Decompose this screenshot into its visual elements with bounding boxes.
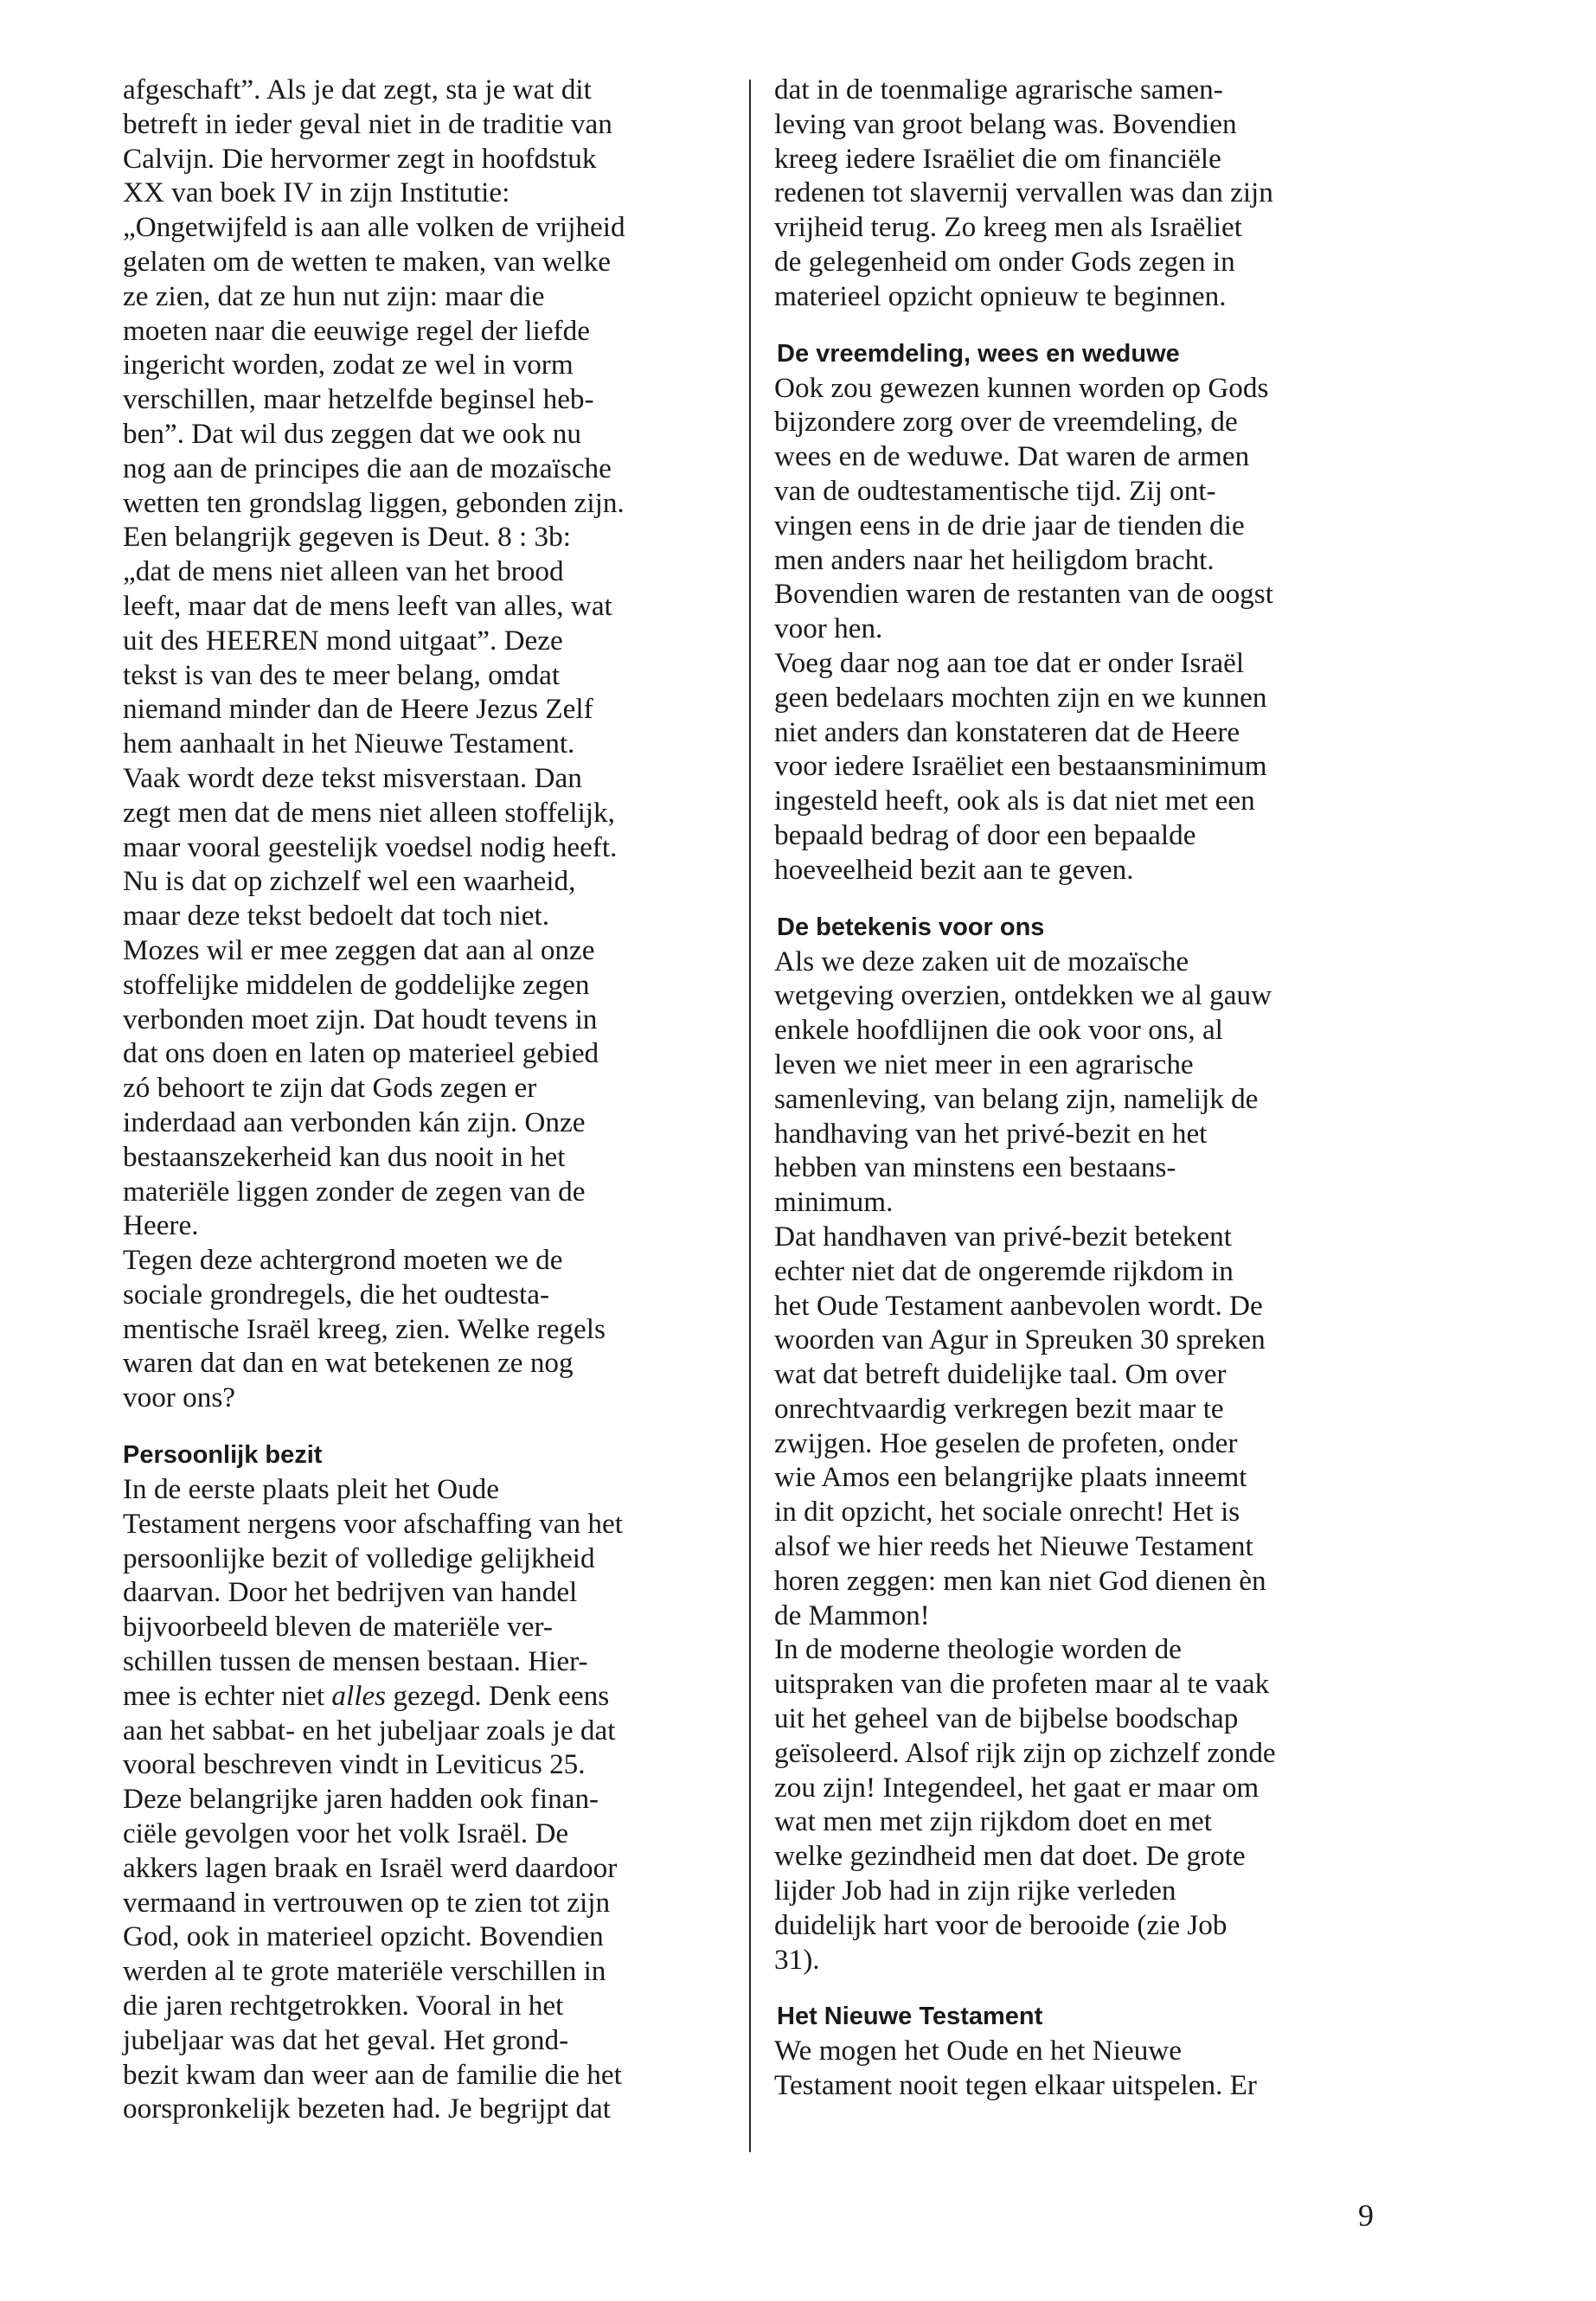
text-line: „dat de mens niet alleen van het brood bbox=[123, 555, 564, 588]
text-line: In de eerste plaats pleit het Oude bbox=[123, 1473, 499, 1506]
text-line: onrechtvaardig verkregen bezit maar te bbox=[774, 1392, 1224, 1425]
paragraph-gap bbox=[777, 888, 1400, 910]
text-line: uit des HEEREN mond uitgaat”. Deze bbox=[123, 624, 563, 657]
text-line: ciële gevolgen voor het volk Israël. De bbox=[123, 1817, 569, 1850]
text-line: wat men met zijn rijkdom doet en met bbox=[774, 1805, 1212, 1838]
text-line: gelaten om de wetten te maken, van welke bbox=[123, 245, 611, 278]
section-heading: Het Nieuwe Testament bbox=[777, 2003, 1043, 2031]
text-line: wie Amos een belangrijke plaats inneemt bbox=[774, 1461, 1247, 1494]
text-line: bestaanszekerheid kan dus nooit in het bbox=[123, 1140, 566, 1173]
text-line: zou zijn! Integendeel, het gaat er maar om bbox=[774, 1771, 1259, 1804]
text-line: Calvijn. Die hervormer zegt in hoofdstuk bbox=[123, 142, 597, 175]
text-line: Mozes wil er mee zeggen dat aan al onze bbox=[123, 933, 595, 966]
text-line: zó behoort te zijn dat Gods zegen er bbox=[123, 1072, 537, 1105]
text-line: schillen tussen de mensen bestaan. Hier- bbox=[123, 1645, 588, 1678]
left-text-column bbox=[123, 73, 728, 2126]
text-line: betreft in ieder geval niet in de traditie van bbox=[123, 107, 612, 140]
text-line: welke gezindheid men dat doet. De grote bbox=[774, 1840, 1246, 1873]
text-line: Tegen deze achtergrond moeten we de bbox=[123, 1244, 563, 1277]
text-line: maar vooral geestelijk voedsel nodig heeft. bbox=[123, 830, 618, 863]
text-line: voor hen. bbox=[774, 612, 883, 645]
text-line: niet anders dan konstateren dat de Heere bbox=[774, 715, 1240, 748]
text-line: zwijgen. Hoe geselen de profeten, onder bbox=[774, 1426, 1238, 1459]
text-line: Als we deze zaken uit de mozaïsche bbox=[774, 945, 1189, 977]
text-line: echter niet dat de ongeremde rijkdom in bbox=[774, 1254, 1234, 1287]
text-line: jubeljaar was dat het geval. Het grond- bbox=[123, 2023, 569, 2056]
text-line: hoeveelheid bezit aan te geven. bbox=[774, 853, 1134, 886]
text-line: mentische Israël kreeg, zien. Welke regels bbox=[123, 1312, 606, 1345]
text-line: Testament nooit tegen elkaar uitspelen. Er bbox=[774, 2069, 1257, 2102]
text-line: God, ook in materieel opzicht. Bovendien bbox=[123, 1920, 604, 1953]
paragraph-gap bbox=[777, 1977, 1400, 1999]
page-number: 9 bbox=[1358, 2198, 1374, 2233]
paragraph-gap bbox=[123, 1415, 728, 1438]
text-line: Nu is dat op zichzelf wel een waarheid, bbox=[123, 865, 576, 898]
text-line: geïsoleerd. Alsof rijk zijn op zichzelf zonde bbox=[774, 1736, 1276, 1769]
text-line: werden al te grote materiële verschillen in bbox=[123, 1955, 606, 1988]
text-line: duidelijk hart voor de berooide (zie Job bbox=[774, 1908, 1227, 1941]
text-line: geen bedelaars mochten zijn en we kunnen bbox=[774, 681, 1267, 714]
text-line: voor iedere Israëliet een bestaansminimum bbox=[774, 750, 1267, 783]
text-line: Testament nergens voor afschaffing van het bbox=[123, 1507, 623, 1540]
text-line: de gelegenheid om onder Gods zegen in bbox=[774, 245, 1235, 278]
text-line: nog aan de principes die aan de mozaïsche bbox=[123, 452, 612, 484]
text-line: de Mammon! bbox=[774, 1599, 930, 1631]
text-line: Heere. bbox=[123, 1209, 199, 1242]
text-line: men anders naar het heiligdom bracht. bbox=[774, 543, 1215, 576]
text-line: wat dat betreft duidelijke taal. Om over bbox=[774, 1358, 1227, 1391]
text-line: niemand minder dan de Heere Jezus Zelf bbox=[123, 693, 593, 726]
text-line: woorden van Agur in Spreuken 30 spreken bbox=[774, 1324, 1266, 1356]
text-line: het Oude Testament aanbevolen wordt. De bbox=[774, 1289, 1263, 1322]
text-line: leving van groot belang was. Bovendien bbox=[774, 107, 1237, 140]
text-line: Ook zou gewezen kunnen worden op Gods bbox=[774, 371, 1269, 404]
text-line: sociale grondregels, die het oudtesta- bbox=[123, 1278, 550, 1311]
text-line: lijder Job had in zijn rijke verleden bbox=[774, 1875, 1176, 1907]
text-line: vingen eens in de drie jaar de tienden die bbox=[774, 509, 1245, 542]
text-line: hebben van minstens een bestaans- bbox=[774, 1151, 1176, 1184]
text-line: „Ongetwijfeld is aan alle volken de vrijheid bbox=[123, 211, 625, 244]
text-line: Deze belangrijke jaren hadden ook finan- bbox=[123, 1783, 599, 1816]
text-line: leven we niet meer in een agrarische bbox=[774, 1048, 1194, 1080]
section-heading: De betekenis voor ons bbox=[777, 913, 1045, 941]
text-line: bepaald bedrag of door een bepaalde bbox=[774, 818, 1196, 851]
text-line: maar deze tekst bedoelt dat toch niet. bbox=[123, 900, 549, 933]
text-line: Vaak wordt deze tekst misverstaan. Dan bbox=[123, 761, 582, 794]
text-line: materieel opzicht opnieuw te beginnen. bbox=[774, 279, 1227, 312]
text-line: horen zeggen: men kan niet God dienen èn bbox=[774, 1564, 1266, 1597]
right-text-column bbox=[774, 73, 1400, 2103]
column-divider bbox=[749, 80, 751, 2152]
text-line: ben”. Dat wil dus zeggen dat we ook nu bbox=[123, 417, 581, 450]
text-line: We mogen het Oude en het Nieuwe bbox=[774, 2035, 1183, 2067]
text-line: minimum. bbox=[774, 1186, 894, 1219]
text-line: vrijheid terug. Zo kreeg men als Israëliet bbox=[774, 211, 1242, 244]
text-line: hem aanhaalt in het Nieuwe Testament. bbox=[123, 727, 575, 760]
text-line: Dat handhaven van privé-bezit betekent bbox=[774, 1220, 1232, 1253]
text-line: dat in de toenmalige agrarische samen- bbox=[774, 74, 1223, 106]
text-line: persoonlijke bezit of volledige gelijkheid bbox=[123, 1541, 595, 1574]
section-heading: Persoonlijk bezit bbox=[123, 1441, 323, 1470]
text-line: inderdaad aan verbonden kán zijn. Onze bbox=[123, 1106, 586, 1138]
text-line: tekst is van des te meer belang, omdat bbox=[123, 658, 561, 691]
text-line: bezit kwam dan weer aan de familie die het bbox=[123, 2058, 622, 2091]
text-line: kreeg iedere Israëliet die om financiële bbox=[774, 142, 1221, 175]
text-line: bijzondere zorg over de vreemdeling, de bbox=[774, 406, 1238, 439]
text-line: aan het sabbat- en het jubeljaar zoals je dat bbox=[123, 1714, 616, 1747]
text-line: vermaand in vertrouwen op te zien tot zijn bbox=[123, 1886, 611, 1919]
text-line: verschillen, maar hetzelfde beginsel heb- bbox=[123, 383, 594, 416]
text-line: waren dat dan en wat betekenen ze nog bbox=[123, 1347, 574, 1380]
text-line: afgeschaft”. Als je dat zegt, sta je wat dit bbox=[123, 74, 592, 106]
text-line: samenleving, van belang zijn, namelijk de bbox=[774, 1082, 1259, 1115]
text-line: handhaving van het privé-bezit en het bbox=[774, 1117, 1208, 1150]
text-line: vooral beschreven vindt in Leviticus 25. bbox=[123, 1748, 586, 1781]
text-line: leeft, maar dat de mens leeft van alles, wat bbox=[123, 589, 612, 622]
text-line: ingesteld heeft, ook als is dat niet met een bbox=[774, 785, 1255, 817]
text-line: akkers lagen braak en Israël werd daardoor bbox=[123, 1851, 618, 1884]
text-line: Een belangrijk gegeven is Deut. 8 : 3b: bbox=[123, 521, 571, 554]
text-line: oorspronkelijk bezeten had. Je begrijpt dat bbox=[123, 2093, 612, 2125]
text-line: wetgeving overzien, ontdekken we al gauw bbox=[774, 979, 1272, 1012]
text-line: bijvoorbeeld bleven de materiële ver- bbox=[123, 1611, 553, 1644]
text-line: dat ons doen en laten op materieel gebied bbox=[123, 1037, 599, 1070]
text-line: In de moderne theologie worden de bbox=[774, 1633, 1182, 1666]
text-line: ingericht worden, zodat ze wel in vorm bbox=[123, 349, 574, 381]
text-line: Bovendien waren de restanten van de oogst bbox=[774, 578, 1273, 611]
text-line: uitspraken van die profeten maar al te vaak bbox=[774, 1668, 1270, 1701]
text-line: uit het geheel van de bijbelse boodschap bbox=[774, 1702, 1239, 1735]
section-heading: De vreemdeling, wees en weduwe bbox=[777, 339, 1180, 368]
text-line: wees en de weduwe. Dat waren de armen bbox=[774, 440, 1250, 473]
text-line: ze zien, dat ze hun nut zijn: maar die bbox=[123, 279, 545, 312]
text-line: alsof we hier reeds het Nieuwe Testament bbox=[774, 1530, 1253, 1563]
text-line: die jaren rechtgetrokken. Vooral in het bbox=[123, 1990, 564, 2022]
text-line: van de oudtestamentische tijd. Zij ont- bbox=[774, 474, 1216, 507]
text-line: in dit opzicht, het sociale onrecht! Het is bbox=[774, 1496, 1240, 1529]
text-line: zegt men dat de mens niet alleen stoffelijk, bbox=[123, 796, 615, 829]
text-line: mee is echter niet alles gezegd. Denk eens bbox=[123, 1679, 610, 1712]
text-line: wetten ten grondslag liggen, gebonden zijn. bbox=[123, 486, 625, 519]
paragraph-gap bbox=[777, 314, 1400, 336]
text-line: verbonden moet zijn. Dat houdt tevens in bbox=[123, 1003, 598, 1035]
text-line: voor ons? bbox=[123, 1381, 235, 1414]
text-line: redenen tot slavernij vervallen was dan zijn bbox=[774, 176, 1273, 209]
text-line: stoffelijke middelen de goddelijke zegen bbox=[123, 968, 590, 1001]
text-line: XX van boek IV in zijn Institutie: bbox=[123, 176, 510, 209]
emphasis: alles bbox=[331, 1679, 387, 1712]
text-line: moeten naar die eeuwige regel der liefde bbox=[123, 314, 590, 347]
text-line: materiële liggen zonder de zegen van de bbox=[123, 1175, 586, 1208]
text-line: 31). bbox=[774, 1943, 820, 1976]
text-line: enkele hoofdlijnen die ook voor ons, al bbox=[774, 1014, 1223, 1047]
text-line: Voeg daar nog aan toe dat er onder Israël bbox=[774, 646, 1245, 679]
text-line: daarvan. Door het bedrijven van handel bbox=[123, 1576, 578, 1609]
